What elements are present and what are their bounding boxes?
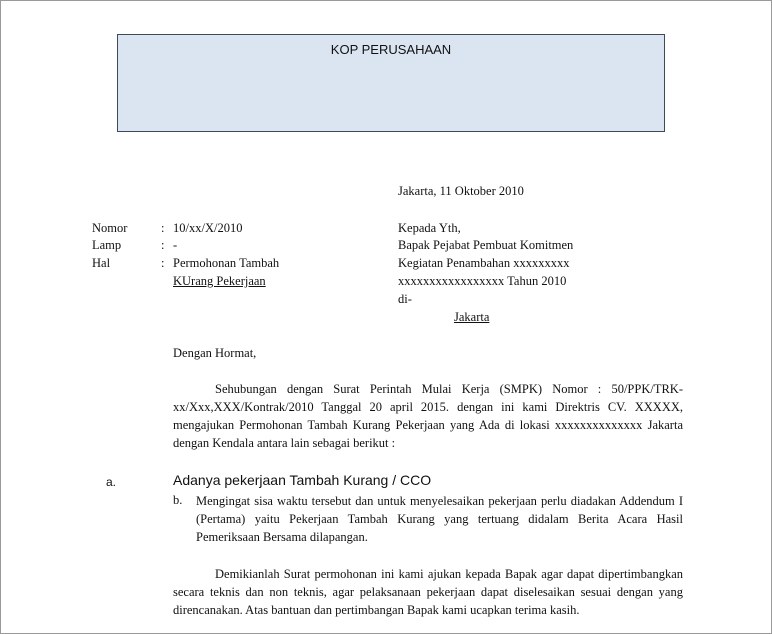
- intro-line2: xx/Xxx,XXX/Kontrak/2010 Tanggal 20 april 2015. dengan ini kami Direktris CV. XXXXX,: [173, 400, 683, 414]
- intro-line1: Sehubungan dengan Surat Perintah Mulai Kerja (SMPK) Nomor : 50/PPK/TRK-: [215, 382, 683, 396]
- hal-value-line2: KUrang Pekerjaan: [173, 274, 266, 288]
- item-a-marker: a.: [106, 475, 117, 489]
- closing-line3: direncanakan. Atas bantuan dan pertimbangan Bapak kami ucapkan terima kasih.: [173, 603, 580, 617]
- intro-paragraph: [173, 380, 683, 452]
- closing-line2: secara teknis dan non teknis, agar pelaksanaan pekerjaan dapat diselesaikan sesuai dengan yang: [173, 585, 683, 599]
- hal-colon: :: [161, 256, 165, 270]
- lamp-value: -: [173, 238, 178, 252]
- item-a-text: Adanya pekerjaan Tambah Kurang / CCO: [173, 472, 432, 488]
- item-b-marker: b.: [173, 493, 183, 507]
- letter-date: Jakarta, 11 Oktober 2010: [398, 184, 524, 198]
- nomor-label: Nomor: [92, 221, 128, 235]
- nomor-colon: :: [161, 221, 165, 235]
- closing-line1: Demikianlah Surat permohonan ini kami ajukan kepada Bapak agar dapat dipertimbangkan: [215, 567, 683, 581]
- recipient-line1: Kepada Yth,: [398, 221, 461, 235]
- item-b-line3: Pemeriksaan Bersama dilapangan.: [196, 530, 368, 544]
- letterhead-box: [117, 34, 665, 132]
- item-b-line2: (Pertama) yaitu Pekerjaan Tambah Kurang yang tertuang didalam Berita Acara Hasil: [196, 512, 683, 526]
- recipient-line5: di-: [398, 292, 412, 306]
- salutation: Dengan Hormat,: [173, 346, 257, 360]
- item-b-paragraph: [196, 492, 683, 546]
- item-b-line1: Mengingat sisa waktu tersebut dan untuk menyelesaikan pekerjaan perlu diadakan Addendum I: [196, 494, 683, 508]
- recipient-line2: Bapak Pejabat Pembuat Komitmen: [398, 238, 574, 252]
- hal-value-line1: Permohonan Tambah: [173, 256, 280, 270]
- lamp-label: Lamp: [92, 238, 122, 252]
- letterhead-text: KOP PERUSAHAAN: [330, 42, 452, 57]
- hal-label: Hal: [92, 256, 111, 270]
- intro-line3: mengajukan Permohonan Tambah Kurang Pekerjaan yang Ada di lokasi xxxxxxxxxxxxxx Jakarta: [173, 418, 683, 432]
- lamp-colon: :: [161, 238, 165, 252]
- recipient-line4: xxxxxxxxxxxxxxxxx Tahun 2010: [398, 274, 567, 288]
- recipient-city: Jakarta: [454, 310, 490, 324]
- intro-line4: dengan Kendala antara lain sebagai berikut :: [173, 436, 396, 450]
- recipient-line3: Kegiatan Penambahan xxxxxxxxx: [398, 256, 570, 270]
- closing-paragraph: [173, 565, 683, 619]
- nomor-value: 10/xx/X/2010: [173, 221, 243, 235]
